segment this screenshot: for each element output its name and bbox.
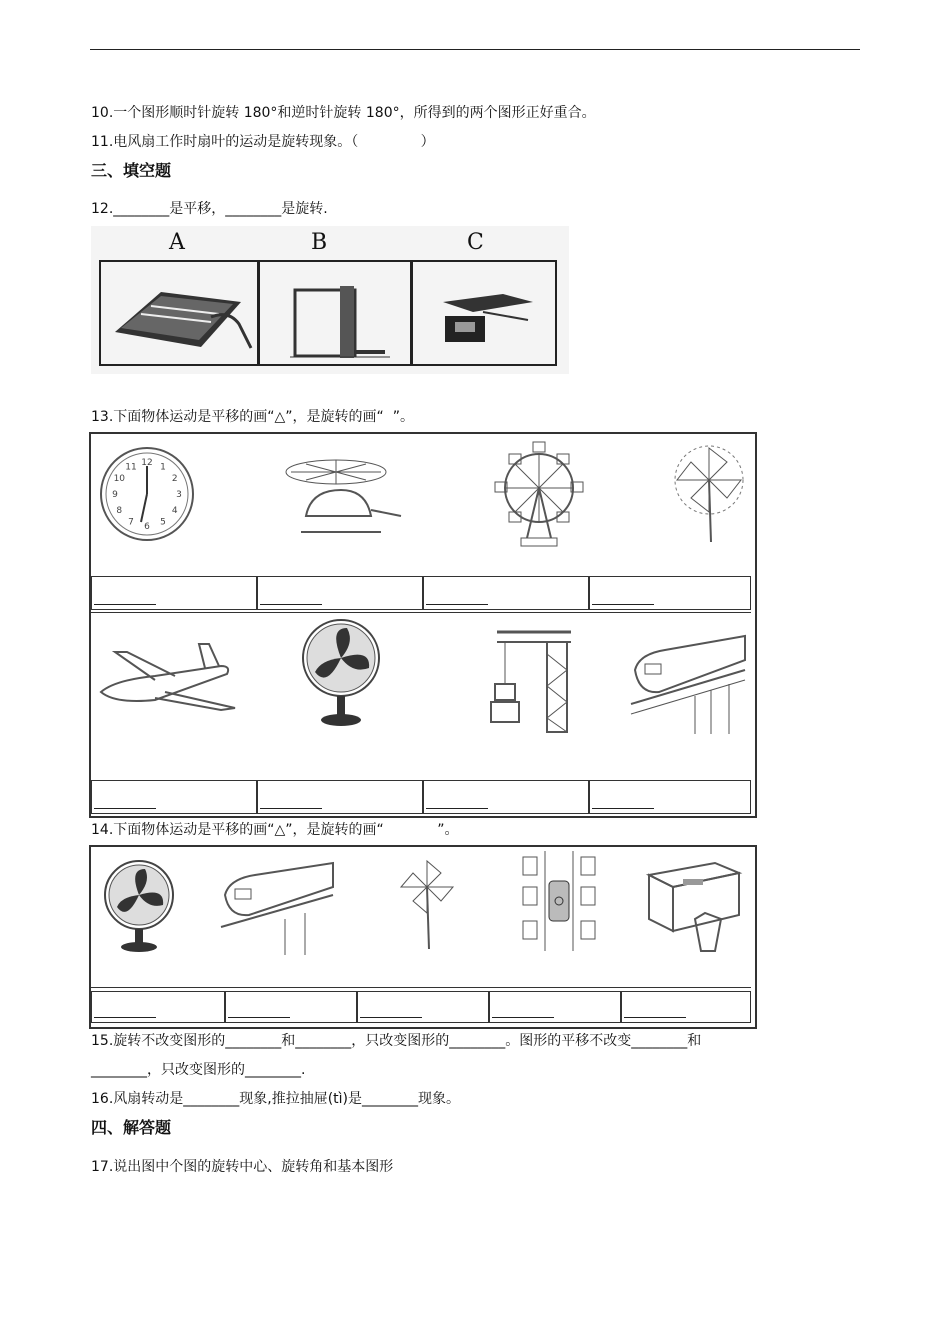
q13-answer-cell[interactable] xyxy=(423,576,589,610)
clock-numeral: 7 xyxy=(128,517,134,528)
question-10: 10.一个图形顺时针旋转 180°和逆时针旋转 180°，所得到的两个图形正好重合。 xyxy=(91,105,596,121)
q14-answer-cell[interactable] xyxy=(225,991,357,1023)
question-17: 17.说出图中个图的旋转中心、旋转角和基本图形 xyxy=(91,1159,394,1175)
electric-fan-icon xyxy=(299,618,383,730)
q14-answer-cell[interactable] xyxy=(621,991,751,1023)
abacus-sliding-icon xyxy=(101,262,257,364)
q13-answer-cell[interactable] xyxy=(257,576,423,610)
clock-numeral: 3 xyxy=(176,490,182,500)
clock-numeral: 8 xyxy=(116,506,123,516)
panel-c xyxy=(411,260,557,366)
q12-figure xyxy=(91,226,569,374)
monorail-train-icon xyxy=(625,630,751,736)
question-15-line-1: 15.旋转不改变图形的________和________，只改变图形的________。图形的平移不改变________和 xyxy=(91,1033,702,1049)
q13-answer-cell[interactable] xyxy=(91,780,257,814)
clock-numeral: 12 xyxy=(141,458,153,468)
q13-answer-cell[interactable] xyxy=(589,576,751,610)
traffic-lane-car-icon xyxy=(519,851,599,951)
clock-numeral: 5 xyxy=(160,517,166,528)
pinwheel-icon xyxy=(671,442,751,546)
question-15-line-2: ________，只改变图形的________. xyxy=(91,1062,306,1078)
crane-icon xyxy=(481,624,591,736)
helicopter-icon xyxy=(281,444,411,544)
airplane-icon xyxy=(95,630,245,720)
pinwheel-icon xyxy=(399,857,459,951)
q14-answer-cell[interactable] xyxy=(91,991,225,1023)
clock-numeral: 2 xyxy=(171,474,178,484)
q13-answer-cell[interactable] xyxy=(589,780,751,814)
clock-numeral: 10 xyxy=(113,474,126,484)
header-rule xyxy=(90,49,860,50)
drawer-sliding-icon xyxy=(413,262,555,364)
q13-answer-cell[interactable] xyxy=(257,780,423,814)
label-c: C xyxy=(467,230,484,255)
question-16: 16.风扇转动是________现象,推拉抽屉(tì)是________现象。 xyxy=(91,1091,461,1107)
question-11: 11.电风扇工作时扇叶的运动是旋转现象。（ ） xyxy=(91,134,435,150)
electric-fan-icon xyxy=(103,859,179,955)
q14-answer-cell[interactable] xyxy=(489,991,621,1023)
clock-numeral: 11 xyxy=(125,462,137,473)
q14-figure xyxy=(89,845,757,1029)
question-13: 13.下面物体运动是平移的画“△”，是旋转的画“ ”。 xyxy=(91,409,414,425)
clock-numeral: 4 xyxy=(171,506,178,516)
q14-answer-cell[interactable] xyxy=(357,991,489,1023)
question-14: 14.下面物体运动是平移的画“△”，是旋转的画“ ”。 xyxy=(91,822,459,838)
clock-icon xyxy=(97,442,197,546)
door-rotating-icon xyxy=(260,262,410,364)
clock-numeral: 9 xyxy=(112,490,118,500)
q13-answer-cell[interactable] xyxy=(423,780,589,814)
drawer-pull-icon xyxy=(643,859,743,955)
panel-b xyxy=(258,260,412,366)
ferris-wheel-icon xyxy=(491,438,591,550)
monorail-train-icon xyxy=(215,859,339,955)
row-divider xyxy=(91,612,751,613)
label-b: B xyxy=(311,230,328,255)
panel-a xyxy=(99,260,259,366)
q13-figure xyxy=(89,432,757,818)
clock-numeral: 6 xyxy=(144,522,150,532)
section-4-heading: 四、解答题 xyxy=(91,1118,172,1137)
label-a: A xyxy=(169,230,185,255)
row-divider xyxy=(91,987,751,988)
q13-answer-cell[interactable] xyxy=(91,576,257,610)
question-12: 12.________是平移，________是旋转. xyxy=(91,201,328,217)
clock-numeral: 1 xyxy=(160,462,166,473)
section-3-heading: 三、填空题 xyxy=(91,161,172,180)
